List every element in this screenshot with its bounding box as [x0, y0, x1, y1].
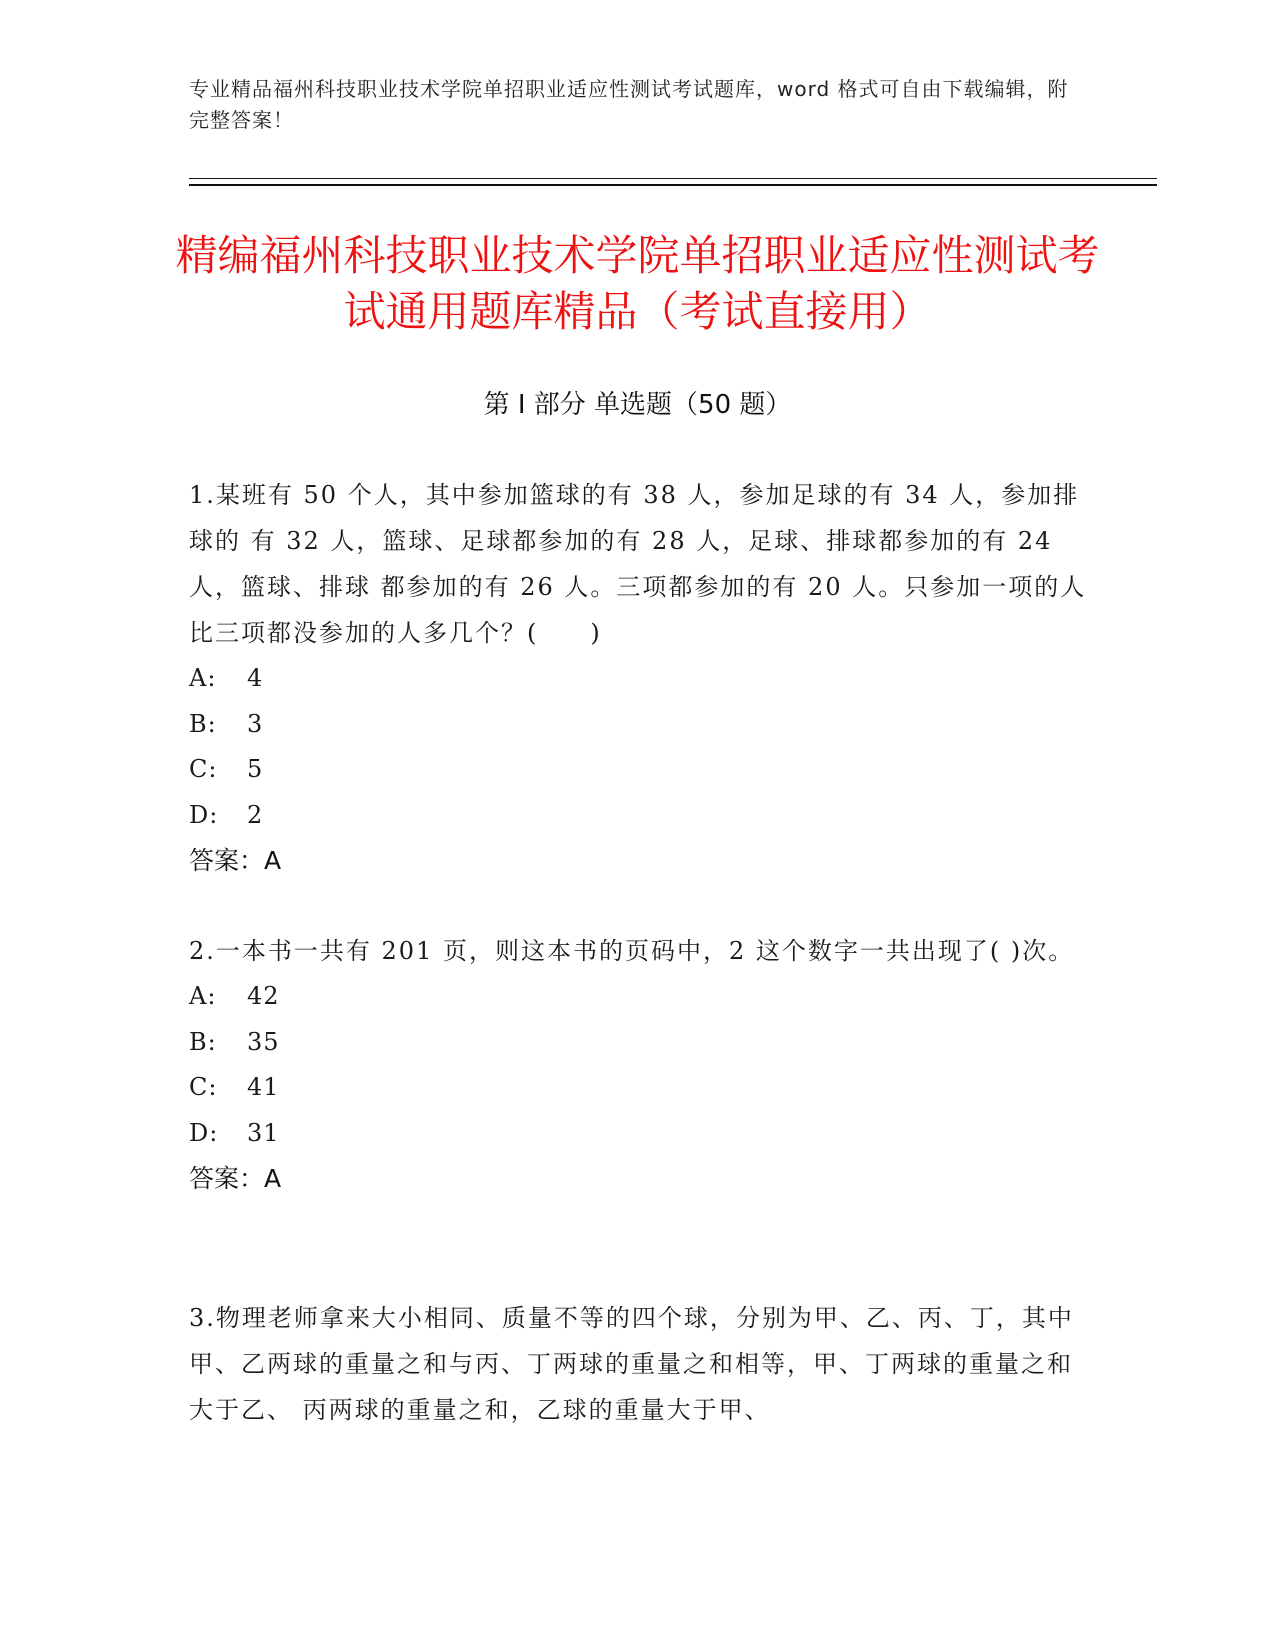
answer-prefix: 答案： — [189, 846, 265, 875]
option-b — [189, 702, 1089, 748]
option-text: 5 — [247, 755, 264, 783]
option-key: D: — [189, 1118, 219, 1147]
option-key: A: — [189, 982, 217, 1010]
option-d — [189, 1111, 1089, 1157]
option-text: 31 — [247, 1118, 280, 1147]
option-b — [189, 1020, 1089, 1066]
header-note: 专业精品福州科技职业技术学院单招职业适应性测试考试题库，word 格式可自由下载编辑，附完整答案！ — [189, 77, 1069, 132]
header-divider-thick — [189, 184, 1157, 186]
option-text: 42 — [247, 982, 280, 1010]
answer-prefix: 答案： — [189, 1164, 265, 1193]
option-text: 41 — [247, 1073, 280, 1101]
question-stem: 3.物理老师拿来大小相同、质量不等的四个球，分别为甲、乙、丙、丁，其中 甲、乙两球的重量之和与丙、丁两球的重量之和相等，甲、丁两球的重量之和大于乙、 丙两球的重量之和，乙球的重量大于甲、 — [189, 1304, 1074, 1424]
option-d — [189, 793, 1089, 839]
answer-value: A — [264, 846, 282, 875]
header-divider-thin — [189, 178, 1157, 179]
option-text: 2 — [247, 800, 264, 829]
option-a — [189, 974, 1089, 1020]
answer-line — [189, 1156, 1089, 1202]
question-stem: 2.一本书一共有 201 页，则这本书的页码中，2 这个数字一共出现了( )次。 — [189, 937, 1075, 965]
option-key: D: — [189, 800, 219, 829]
option-c — [189, 1065, 1089, 1111]
option-text: 3 — [247, 709, 264, 738]
question-2 — [189, 928, 1089, 1202]
section-title: 第 I 部分 单选题（50 题） — [483, 390, 792, 420]
option-key: C: — [189, 1073, 218, 1101]
option-text: 4 — [247, 664, 264, 692]
document-title: 精编福州科技职业技术学院单招职业适应性测试考试通用题库精品（考试直接用） — [175, 231, 1100, 336]
question-1 — [189, 472, 1089, 884]
option-text: 35 — [247, 1027, 280, 1056]
option-key: B: — [189, 709, 217, 738]
option-key: A: — [189, 664, 217, 692]
answer-line — [189, 838, 1089, 884]
question-stem: 1.某班有 50 个人，其中参加篮球的有 38 人，参加足球的有 34 人，参加排球的 有 32 人，篮球、足球都参加的有 28 人，足球、排球都参加的有 24 人，篮球、排球 都参加的有 26 人。三项都参加的有 20 人。只参加一项的人比三项都没参加的人多几个？( ) — [189, 481, 1087, 647]
option-a — [189, 656, 1089, 702]
option-c — [189, 747, 1089, 793]
answer-value: A — [264, 1164, 282, 1193]
option-key: C: — [189, 755, 218, 783]
option-key: B: — [189, 1027, 217, 1056]
question-3 — [189, 1295, 1089, 1433]
